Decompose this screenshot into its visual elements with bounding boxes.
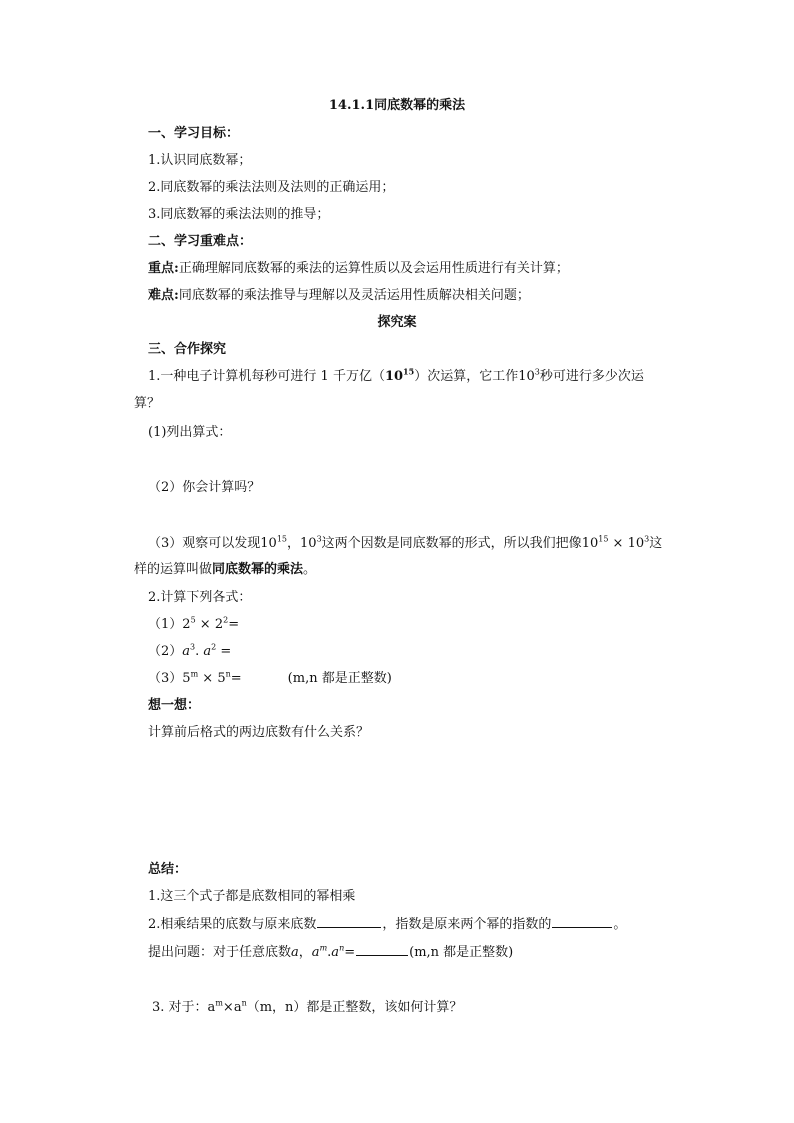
summary-heading: 总结： bbox=[148, 862, 188, 877]
difficulty-line bbox=[148, 287, 530, 305]
summary-item-1: 1.这三个式子都是底数相同的幂相乘 bbox=[148, 889, 356, 904]
question-1-part-3-continued: 样的运算叫做同底数幂的乘法。 bbox=[134, 562, 317, 577]
think-heading: 想一想： bbox=[148, 698, 201, 713]
summary-item-2: 2.相乘结果的底数与原来底数 ，指数是原来两个幂的指数的 。 bbox=[148, 917, 627, 932]
answer-blank-result[interactable] bbox=[356, 943, 408, 956]
answer-blank-exponent[interactable] bbox=[552, 915, 612, 928]
question-1-part-2: （2）你会计算吗？ bbox=[148, 480, 261, 495]
objective-item-3: 3.同底数幂的乘法法则的推导； bbox=[148, 207, 330, 222]
focus-label: 重点: bbox=[148, 261, 179, 276]
explore-heading: 三、合作探究 bbox=[148, 342, 227, 357]
answer-blank-base[interactable] bbox=[317, 915, 381, 928]
think-text: 计算前后格式的两边底数有什么关系？ bbox=[148, 725, 370, 740]
question-1-continued: 算？ bbox=[134, 396, 161, 411]
objectives-heading: 一、学习目标： bbox=[148, 126, 240, 141]
summary-question: 提出问题：对于任意底数a，$a^m.a^n= (m,n$ 都是正整数) bbox=[148, 943, 514, 960]
focus-line bbox=[148, 260, 569, 278]
question-2-heading: 2.计算下列各式： bbox=[148, 590, 252, 605]
section-title: 探究案 bbox=[377, 315, 417, 330]
question-2-item-1: $(1)2^5 \times 2^2=$ bbox=[148, 615, 240, 632]
difficulty-text: 同底数幂的乘法推导与理解以及灵活运用性质解决相关问题； bbox=[178, 288, 530, 303]
objective-item-2: 2.同底数幂的乘法法则及法则的正确运用； bbox=[148, 180, 395, 195]
question-1-part-3: （3）观察可以发现$10^{15}$，$10^3$这两个因数是同底数幂的形式，所以我们把像$10^{15} \times 10^3$这 bbox=[148, 534, 663, 551]
question-3: 3. 对于：$a^m\times a^n(m$，n）都是正整数，该如何计算？ bbox=[152, 998, 463, 1015]
focus-text: 正确理解同底数幂的乘法的运算性质以及会运用性质进行有关计算； bbox=[178, 261, 569, 276]
question-2-item-2: $(2)a^3$. $a^2$ = bbox=[148, 642, 232, 659]
page-title: 14.1.1同底数幂的乘法 bbox=[328, 98, 466, 113]
question-1-part-1: (1)列出算式： bbox=[148, 425, 232, 440]
difficulty-label: 难点: bbox=[148, 288, 179, 303]
question-1: 1.一种电子计算机每秒可进行 1 千万亿$(10^{15})$次运算，它工作$10^3$秒可进行多少次运 bbox=[148, 366, 644, 384]
question-2-item-3: $(3)5^m \times 5^n= (m,n$ 都是正整数) bbox=[148, 669, 392, 686]
objective-item-1: 1.认识同底数幂； bbox=[148, 153, 252, 168]
keypoints-heading: 二、学习重难点： bbox=[148, 234, 253, 249]
